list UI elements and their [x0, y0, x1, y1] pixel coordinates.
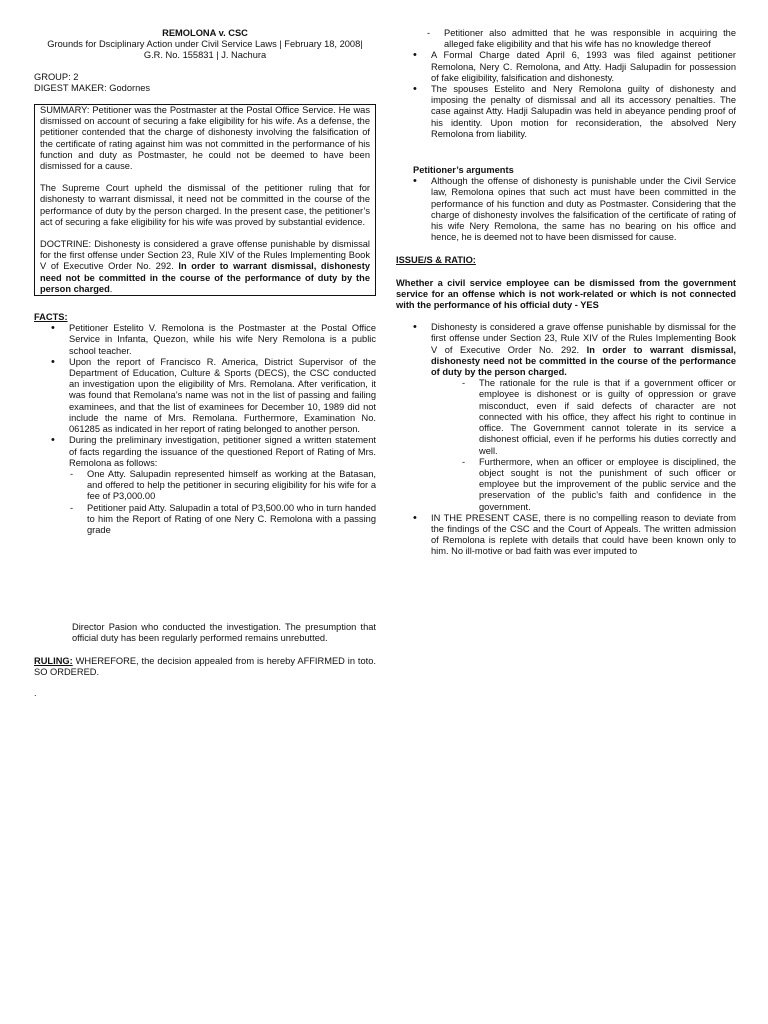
petitioner-arguments-label: Petitioner’s arguments: [413, 165, 514, 176]
left-column: [34, 0, 376, 698]
fact-sub-list: [69, 469, 376, 536]
facts-section: [34, 312, 376, 536]
case-header: [34, 28, 376, 62]
fact-item: • A Formal Charge dated April 6, 1993 was filed against petitioner Remolona, Nery C. Remolona, and Atty. Hadji Salupadin for possession of fake eligibility, falsification and dishonesty.: [431, 50, 736, 84]
issue-question: Whether a civil service employee can be dismissed from the government service for an offense which is not work-related or which is not connected with the performance of his official duty - YES: [396, 277, 736, 311]
ruling-label: RULING:: [34, 656, 73, 666]
petitioner-arguments-list: [396, 176, 736, 243]
summary-holding-paragraph: The Supreme Court upheld the dismissal of the petitioner ruling that for dishonesty to warrant dismissal, it need not be committed in the course of the performance of duty by the person charged. In the present case, the petitioner’s act of securing a fake eligibility for his wife was proved by substantial evidence.: [40, 183, 370, 227]
ratio-bold-text: In order to warrant dismissal, dishonesty need not be committed in the course of the performance of duty by the person charged.: [431, 344, 736, 378]
admission-dash-list: [396, 28, 736, 50]
right-column: [396, 0, 736, 558]
fact-item: • Petitioner Estelito V. Remolona is the Postmaster at the Postal Office Service in Infanta, Quezon, while his wife Nery Remolona is a public school teacher.: [69, 323, 376, 357]
doctrine-text: DOCTRINE: Dishonesty is considered a grave offense punishable by dismissal for the first offense under Section 23, Rule XIV of the Rules Implementing Book V of Executive Order No. 292.: [40, 239, 370, 272]
doctrine-end: .: [109, 283, 113, 294]
fact-sub-item: - Petitioner paid Atty. Salupadin a total of P3,500.00 who in turn handed to him the Report of Rating of one Nery C. Remolona with a passing grade: [87, 503, 376, 537]
present-case-item: • IN THE PRESENT CASE, there is no compelling reason to deviate from the findings of the CSC and the Court of Appeals. The written admission of Remolona is replete with details that could have been known only to him. No ill-motive or bad faith was ever imputed to: [431, 513, 736, 558]
summary-paragraph: SUMMARY: Petitioner was the Postmaster at the Postal Office Service. He was dismissed on account of securing a fake eligibility for his wife. As a defense, the petitioner contended that the charge of dishonesty involving the falsification of the certificate of rating against him was not committed in the performance of his function and duty as Postmaster, he could not be deemed to have been dismissed for a cause.: [40, 105, 370, 172]
case-gr-line: G.R. No. 155831 | J. Nachura: [143, 50, 267, 61]
argument-item: • Although the offense of dishonesty is punishable under the Civil Service law, Remolona opines that such act must have been committed in the performance of his function and duty as Postmaster. Considering that the charge of dishonesty involves the falsification of the certificate of rating of his wife Nery Remolona, the same has no bearing on his office and hence, he is deemed not to have been dismissed for cause.: [431, 176, 736, 243]
doctrine-paragraph: [40, 239, 370, 295]
ratio-sub-item: - Furthermore, when an officer or employee is disciplined, the object sought is not the punishment of such officer or employee but the improvement of the public service and the preservation of the public’s faith and confidence in the government.: [479, 457, 736, 513]
summary-box: [34, 104, 376, 296]
digest-maker-line: DIGEST MAKER: Godornes: [34, 82, 151, 93]
right-facts-list: [396, 50, 736, 140]
group-line: GROUP: 2: [34, 71, 79, 82]
fact-item: • Upon the report of Francisco R. America, District Supervisor of the Department of Education, Culture & Sports (DECS), the CSC conducted an investigation upon the eligibility of Mrs. Remolana. After verification, it was found that Remolana’s name was not in the list of passing and failing examinees, and that the list of examinees for December 10, 1989 did not include the name of Mrs. Remolana. Furthermore, Examination No. 061285 as indicated in her report of rating belonged to another person.: [69, 357, 376, 435]
doctrine-bold-text: In order to warrant dismissal, dishonesty need not be committed in the course of the performance of duty by the person charged: [40, 261, 370, 294]
ruling-section: [34, 656, 376, 678]
fact-item-text: During the preliminary investigation, petitioner signed a written statement of facts regarding the issuance of the questioned Report of Rating of Mrs. Remolona as follows:: [69, 435, 376, 468]
ratio-sub-item: - The rationale for the rule is that if a government officer or employee is dishonest or is guilty of oppression or grave misconduct, even if said defects of character are not connected with his office, they affect his right to continue in office. The Government cannot tolerate in its service a dishonest official, even if he performs his duties correctly and well.: [479, 378, 736, 456]
ruling-text: WHEREFORE, the decision appealed from is hereby AFFIRMED in toto. SO ORDERED.: [34, 656, 376, 678]
trailing-dot: .: [34, 688, 37, 698]
facts-label: FACTS:: [34, 312, 68, 323]
ratio-text: Dishonesty is considered a grave offense punishable by dismissal for the first offense under Section 23, Rule XIV of the Rules Implementing Book V of Executive Order No. 292.: [431, 322, 736, 355]
continuation-text: Director Pasion who conducted the investigation. The presumption that official duty has been regularly performed remains unrebutted.: [72, 622, 376, 644]
admission-item: - Petitioner also admitted that he was responsible in acquiring the alleged fake eligibility and that his wife has no knowledge thereof: [444, 28, 736, 50]
case-title: REMOLONA v. CSC: [162, 28, 248, 38]
fact-item: [69, 435, 376, 536]
issues-label: ISSUE/S & RATIO:: [396, 255, 476, 266]
ratio-item: [431, 322, 736, 512]
case-meta: [34, 72, 376, 94]
ratio-list: [396, 322, 736, 557]
fact-item: • The spouses Estelito and Nery Remolona guilty of dishonesty and imposing the penalty of dismissal and all its accessory penalties. The case against Atty. Hadji Salupadin was held in abeyance pending proof of his identity. Upon motion for reconsideration, the absolved Nery Remolona from liability.: [431, 84, 736, 140]
fact-sub-item: - One Atty. Salupadin represented himself as working at the Batasan, and offered to help the petitioner in securing eligibility for his wife for a fee of P3,000.00: [87, 469, 376, 503]
facts-list: [34, 323, 376, 536]
ratio-sub-list: [431, 378, 736, 512]
case-subtitle: Grounds for Dsciplinary Action under Civil Service Laws | February 18, 2008|: [47, 39, 363, 50]
